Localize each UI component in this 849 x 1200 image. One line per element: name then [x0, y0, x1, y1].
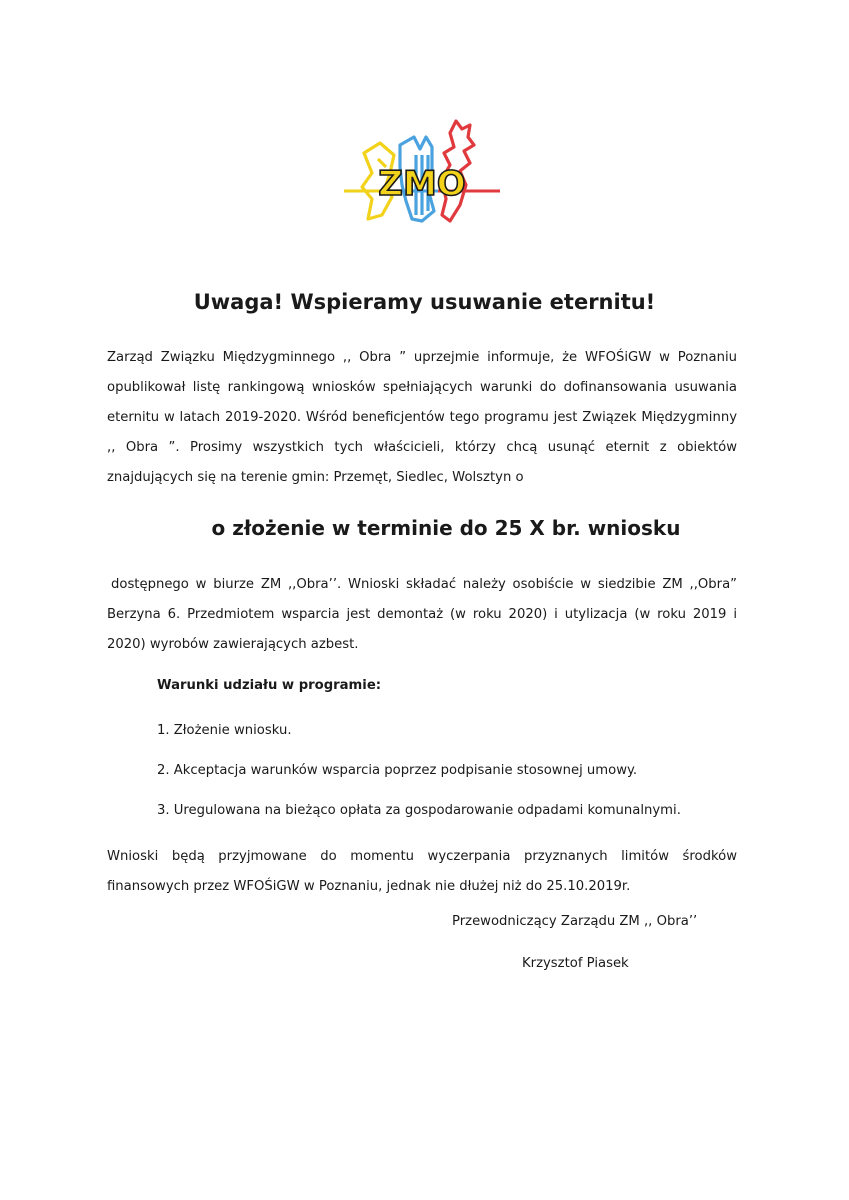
deadline-paragraph: Wnioski będą przyjmowane do momentu wyczerpania przyznanych limitów środków finansowych przez WFOŚiGW w Poznaniu, jednak nie dłużej niż do 25.10.2019r.: [107, 849, 737, 894]
condition-item: 1. Złożenie wniosku.: [157, 723, 292, 738]
zmo-logo: [342, 115, 502, 230]
conditions-heading: Warunki udziału w programie:: [157, 678, 382, 693]
conditions-list: [157, 718, 681, 838]
condition-item: 2. Akceptacja warunków wsparcia poprzez podpisanie stosownej umowy.: [157, 763, 638, 778]
condition-item: 3. Uregulowana na bieżąco opłata za gospodarowanie odpadami komunalnymi.: [157, 803, 681, 818]
signature-name: Krzysztof Piasek: [522, 956, 629, 971]
office-paragraph: [107, 570, 737, 660]
logo-text: ZMO: [378, 164, 466, 204]
signature-role: Przewodniczący Zarządu ZM ,, Obra’’: [452, 914, 698, 929]
office-paragraph-text: dostępnego w biurze ZM ,,Obra’’. Wnioski składać należy osobiście w siedzibie ZM ,,Obra” Berzyna 6. Przedmiotem wsparcia jest demontaż (w roku 2020) i utylizacja (w roku 2019 i 2020) wyrobów zawierających azbest.: [107, 577, 737, 652]
intro-paragraph: Zarząd Związku Międzygminnego ,, Obra ” uprzejmie informuje, że WFOŚiGW w Poznaniu opublikował listę rankingową wniosków spełniających warunki do dofinansowania usuwania eternitu w latach 2019-2020. Wśród beneficjentów tego programu jest Związek Międzygminny ,, Obra ”. Prosimy wszystkich tych właścicieli, którzy chcą usunąć eternit z obiektów znajdujących się na terenie gmin: Przemęt, Siedlec, Wolsztyn o: [107, 350, 737, 485]
deadline-heading: o złożenie w terminie do 25 X br. wniosku: [211, 516, 681, 540]
page-title: Uwaga! Wspieramy usuwanie eternitu!: [193, 290, 656, 314]
